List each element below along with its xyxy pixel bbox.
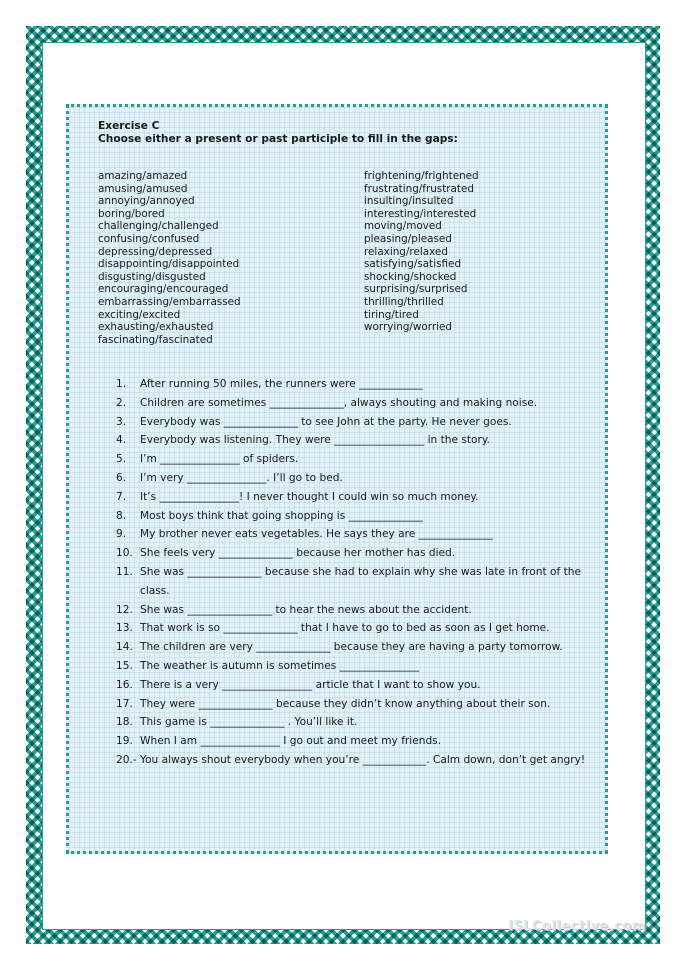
question-number: 17. (116, 697, 133, 710)
question-item (116, 713, 586, 732)
question-text: My brother never eats vegetables. He says they are ______________ (140, 528, 493, 541)
question-number: 4. (116, 434, 127, 447)
question-number: 11. (116, 565, 133, 578)
question-number: 1. (116, 378, 127, 390)
question-text: She was ________________ to hear the news about the accident. (140, 603, 472, 616)
word-list-right (364, 170, 479, 334)
question-item (116, 676, 586, 695)
word-pair: moving/moved (364, 220, 442, 233)
question-number: 5. (116, 453, 127, 466)
question-item (116, 695, 586, 714)
question-item (116, 375, 586, 394)
question-item (116, 488, 586, 507)
word-pair: depressing/depressed (98, 245, 213, 258)
question-text: You always shout everybody when you’re ____________. Calm down, don’t get angry! (140, 753, 586, 766)
question-text: Everybody was listening. They were _________________ in the story. (140, 434, 490, 447)
question-item (116, 638, 586, 657)
question-text: After running 50 miles, the runners were ____________ (140, 378, 423, 390)
question-number: 2. (116, 396, 127, 409)
word-pair: thrilling/thrilled (364, 295, 444, 308)
question-item (116, 563, 586, 601)
word-pair: frightening/frightened (364, 170, 479, 182)
question-item (116, 619, 586, 638)
question-item (116, 657, 586, 676)
word-pair: disappointing/disappointed (98, 258, 240, 271)
word-pair: pleasing/pleased (364, 232, 452, 245)
word-pair: challenging/challenged (98, 220, 219, 233)
question-text: I’m _______________ of spiders. (140, 453, 299, 466)
word-list-left (98, 170, 241, 346)
question-item (116, 751, 586, 770)
question-item (116, 450, 586, 469)
watermark: iSLCollective.com (508, 919, 646, 934)
question-item (116, 507, 586, 526)
word-pair: exciting/excited (98, 308, 181, 321)
question-text: This game is ______________ . You’ll like it. (140, 716, 358, 729)
word-pair: surprising/surprised (364, 283, 468, 296)
word-pair: frustrating/frustrated (364, 182, 474, 195)
word-pair: satisfying/satisfied (364, 258, 462, 271)
word-pair: shocking/shocked (364, 270, 457, 283)
word-pair: embarrassing/embarrassed (98, 295, 241, 308)
question-number: 6. (116, 471, 127, 484)
question-number: 12. (116, 603, 133, 616)
question-text: Everybody was ______________ to see John at the party. He never goes. (140, 415, 512, 428)
question-number: 9. (116, 528, 127, 541)
question-item (116, 601, 586, 620)
word-pair: fascinating/fascinated (98, 333, 213, 346)
question-number: 13. (116, 622, 133, 635)
word-pair: encouraging/encouraged (98, 283, 229, 296)
question-number: 10. (116, 547, 133, 560)
question-text: The weather is autumn is sometimes _______________ (140, 659, 420, 672)
question-number: 16. (116, 678, 133, 691)
word-pair: relaxing/relaxed (364, 245, 448, 258)
word-pair: boring/bored (98, 207, 165, 220)
question-number: 7. (116, 490, 127, 503)
word-pair: worrying/worried (364, 321, 453, 334)
question-text: They were ______________ because they didn’t know anything about their son. (140, 697, 551, 710)
question-number: 19. (116, 735, 133, 748)
question-text: That work is so ______________ that I have to go to bed as soon as I get home. (140, 622, 550, 635)
word-pair: amusing/amused (98, 182, 188, 195)
question-text: She was ______________ because she had to explain why she was late in front of the class. (140, 565, 581, 597)
question-number: 15. (116, 659, 133, 672)
question-item (116, 732, 586, 751)
question-text: The children are very ______________ because they are having a party tomorrow. (140, 641, 563, 654)
exercise-instruction: Choose either a present or past participle to fill in the gaps: (98, 133, 458, 145)
question-number: 20.- (116, 753, 137, 766)
question-item (116, 413, 586, 432)
question-number: 8. (116, 509, 127, 522)
question-item (116, 394, 586, 413)
word-pair: exhausting/exhausted (98, 321, 214, 334)
question-text: I’m very _______________. I’ll go to bed. (140, 471, 343, 484)
exercise-title: Exercise C (98, 120, 160, 132)
question-item (116, 469, 586, 488)
question-number: 18. (116, 716, 133, 729)
question-text: When I am _______________ I go out and meet my friends. (140, 735, 442, 748)
question-text: Children are sometimes ______________, always shouting and making noise. (140, 396, 538, 409)
word-pair: amazing/amazed (98, 170, 188, 182)
question-number: 14. (116, 641, 133, 654)
question-text: Most boys think that going shopping is ______________ (140, 509, 423, 522)
word-pair: annoying/annoyed (98, 195, 195, 208)
question-text: It’s _______________! I never thought I could win so much money. (140, 490, 479, 503)
question-item (116, 544, 586, 563)
word-pair: interesting/interested (364, 207, 477, 220)
question-item (116, 525, 586, 544)
question-list (116, 375, 586, 770)
question-text: There is a very _________________ article that I want to show you. (140, 678, 481, 691)
word-pair: insulting/insulted (364, 195, 454, 208)
word-pair: disgusting/disgusted (98, 270, 206, 283)
word-pair: tiring/tired (364, 308, 419, 321)
question-text: She feels very ______________ because her mother has died. (140, 547, 456, 560)
word-pair: confusing/confused (98, 232, 200, 245)
question-number: 3. (116, 415, 127, 428)
question-item (116, 431, 586, 450)
